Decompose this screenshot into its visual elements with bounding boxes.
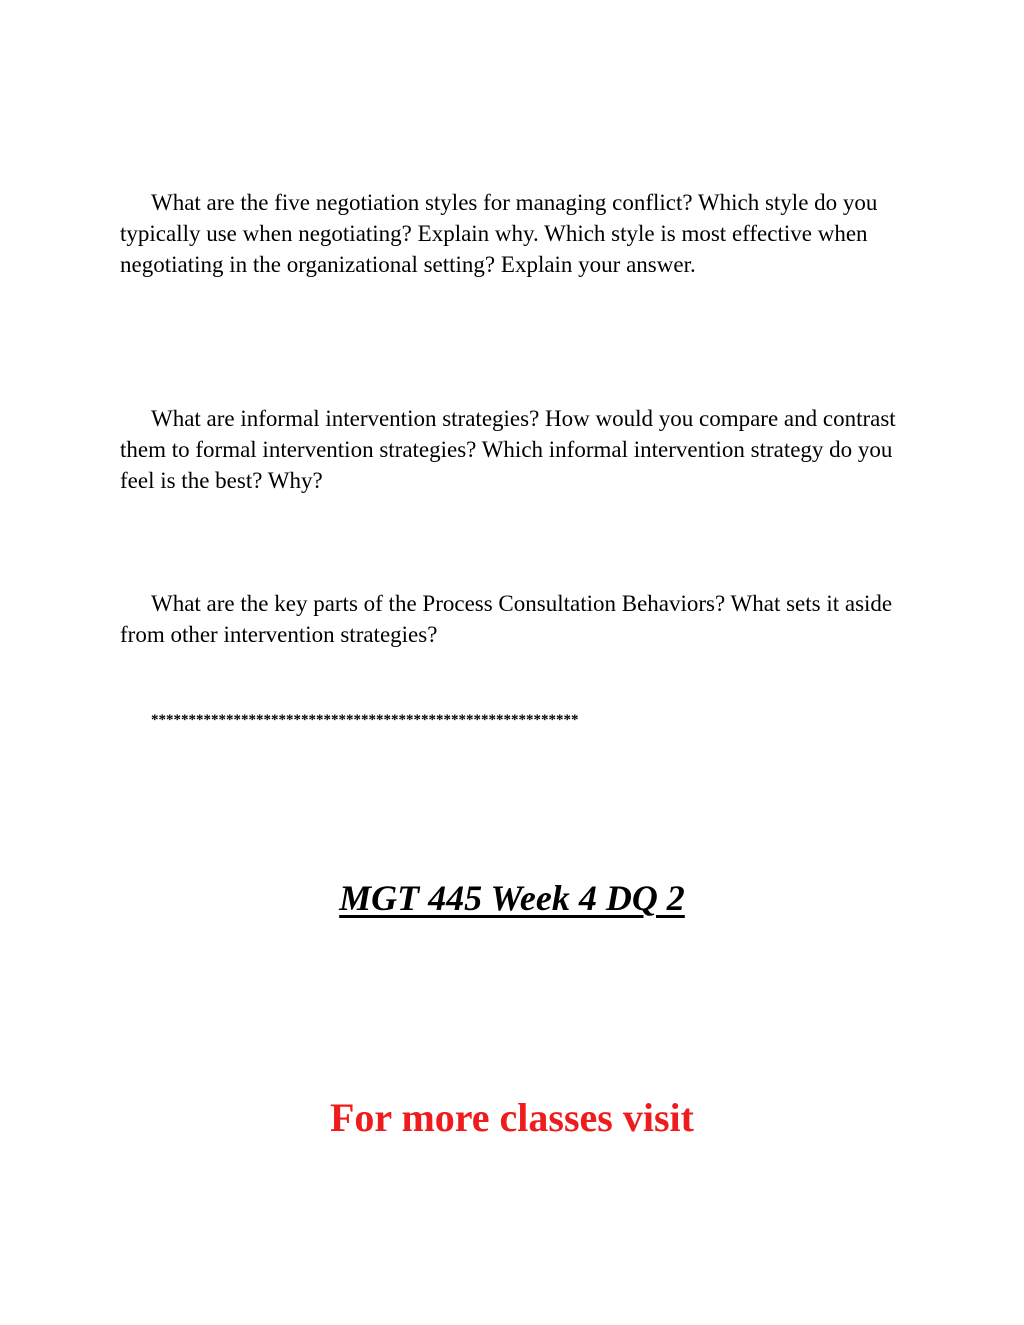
asterisk-separator: ********************************************************* (151, 712, 579, 728)
question-paragraph-3: What are the key parts of the Process Consultation Behaviors? What sets it aside from other intervention strategies? (120, 591, 893, 647)
promo-text: For more classes visit (329, 1095, 694, 1140)
question-paragraph-1: What are the five negotiation styles for managing conflict? Which style do you typically use when negotiating? Explain why. Which style is most effective when negotiating in the organizational setting? Explain your answer. (120, 190, 878, 277)
question-paragraph-2: What are informal intervention strategies? How would you compare and contrast them to formal intervention strategies? Which informal intervention strategy do you feel is the best? Why? (120, 406, 896, 493)
course-heading: MGT 445 Week 4 DQ 2 (339, 878, 685, 918)
